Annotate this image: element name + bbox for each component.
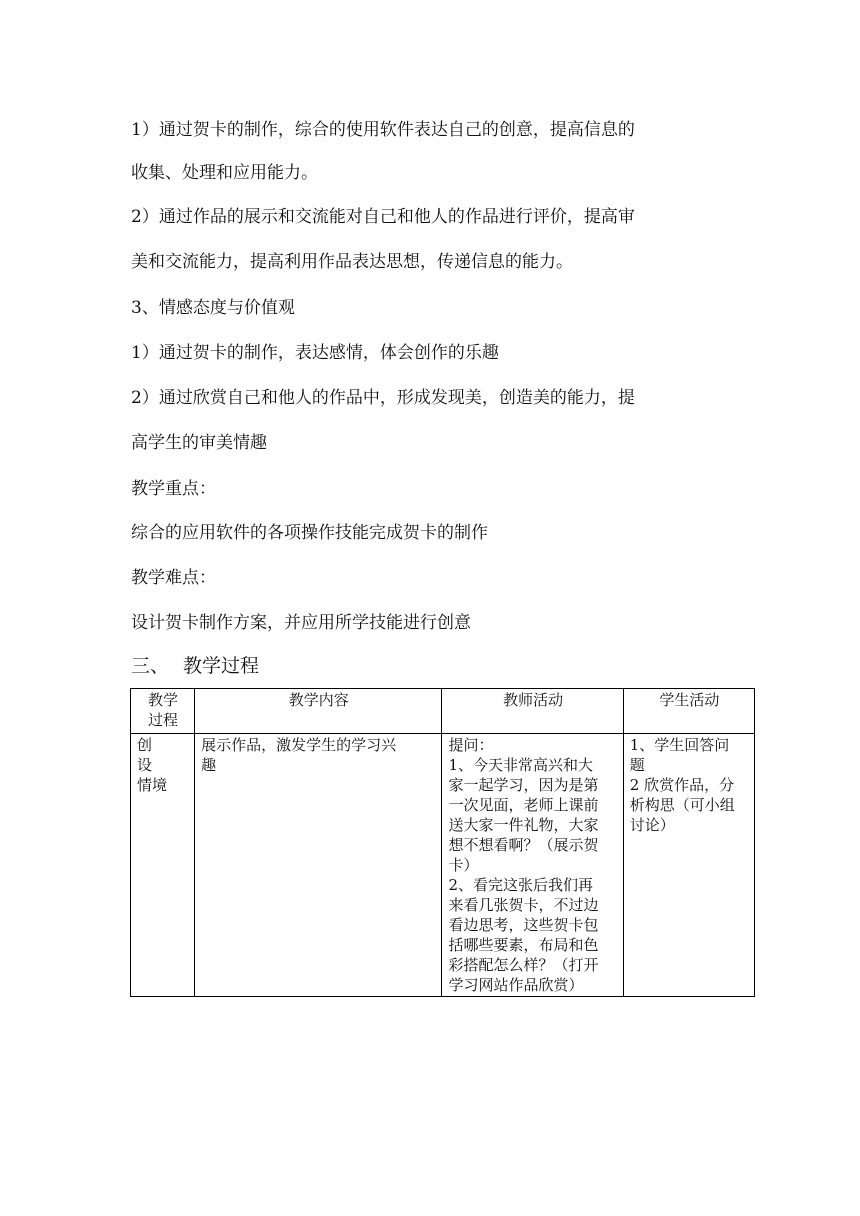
section-number: 三、 <box>131 655 170 677</box>
cell-teacher-activity: 提问： 1、今天非常高兴和大 家一起学习，因为是第 一次见面，老师上课前 送大家一件礼物，大家 想不想看啊？（展示贺 卡） 2、看完这张后我们再 来看几张贺卡，不过边 看边思考，这些贺卡包 括哪些要素，布局和色 彩搭配怎么样？（打开 学习网站作品欣赏） <box>442 734 623 997</box>
emotion-objective-2-line-1: 2）通过欣赏自己和他人的作品中，形成发现美，创造美的能力，提 <box>131 388 635 408</box>
difficulty-text: 设计贺卡制作方案，并应用所学技能进行创意 <box>131 613 471 633</box>
teaching-process-table <box>130 688 755 997</box>
cell-stage: 创 设 情境 <box>131 734 195 997</box>
key-point-text: 综合的应用软件的各项操作技能完成贺卡的制作 <box>131 523 488 543</box>
difficulty-label: 教学难点： <box>131 568 216 588</box>
header-student-activity: 学生活动 <box>623 689 754 734</box>
header-content: 教学内容 <box>195 689 442 734</box>
section-emotion-heading: 3、情感态度与价值观 <box>131 298 295 318</box>
emotion-objective-2-line-2: 高学生的审美情趣 <box>131 433 267 453</box>
table-row <box>131 734 755 997</box>
objective-1-line-1: 1）通过贺卡的制作，综合的使用软件表达自己的创意，提高信息的 <box>131 120 635 140</box>
objective-1-line-2: 收集、处理和应用能力。 <box>131 163 318 183</box>
header-stage: 教学 过程 <box>131 689 195 734</box>
objective-2-line-1: 2）通过作品的展示和交流能对自己和他人的作品进行评价，提高审 <box>131 207 635 227</box>
header-teacher-activity: 教师活动 <box>442 689 623 734</box>
objective-2-line-2: 美和交流能力，提高利用作品表达思想，传递信息的能力。 <box>131 252 573 272</box>
key-point-label: 教学重点： <box>131 479 216 499</box>
table-header-row <box>131 689 755 734</box>
section-title: 教学过程 <box>183 655 260 677</box>
cell-content: 展示作品，激发学生的学习兴 趣 <box>195 734 442 997</box>
section-heading <box>131 653 259 679</box>
emotion-objective-1: 1）通过贺卡的制作，表达感情，体会创作的乐趣 <box>131 343 499 363</box>
cell-student-activity: 1、学生回答问 题 2 欣赏作品，分 析构思（可小组 讨论） <box>623 734 754 997</box>
